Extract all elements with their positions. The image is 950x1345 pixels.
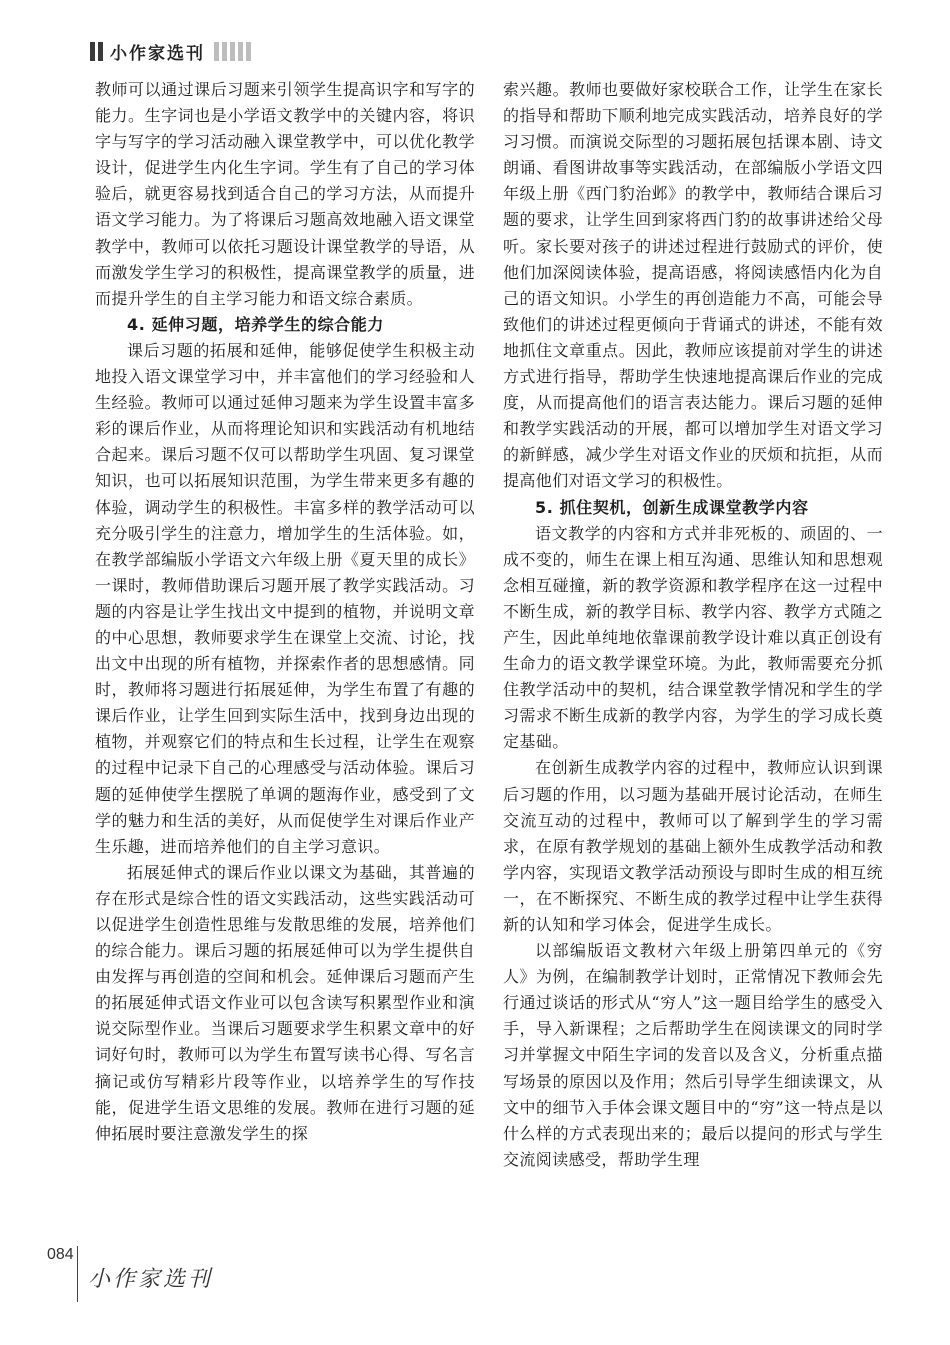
body-paragraph: 索兴趣。教师也要做好家校联合工作，让学生在家长的指导和帮助下顺利地完成实践活动，培养良好的学习习惯。而演说交际型的习题拓展包括课本剧、诗文朗诵、看图讲故事等实践活动，在部编版小学语文四年级上册《西门豹治邺》的教学中，教师结合课后习题的要求，让学生回到家将西门豹的故事讲述给父母听。家长要对孩子的讲述过程进行鼓励式的评价，使他们加深阅读体验，提高语感，将阅读感悟内化为自己的语文知识。小学生的再创造能力不高，可能会导致他们的讲述过程更倾向于背诵式的讲述，不能有效地抓住文章重点。因此，教师应该提前对学生的讲述方式进行指导，帮助学生快速地提高课后作业的完成度，从而提高他们的语言表达能力。课后习题的延伸和教学实践活动的开展，都可以增加学生对语文学习的新鲜感，减少学生对语文作业的厌烦和抗拒，从而提高他们对语文学习的积极性。 bbox=[503, 80, 883, 491]
body-paragraph: 以部编版语文教材六年级上册第四单元的《穷人》为例，在编制教学计划时，正常情况下教师会先行通过谈话的形式从“穷人”这一题目给学生的感受入手，导入新课程；之后帮助学生在阅读课文的同时学习并掌握文中陌生字词的发音以及含义，分析重点描写场景的原因以及作用；然后引导学生细读课文，从文中的细节入手体会课文题目中的“穷”这一特点是以什么样的方式表现出来的；最后以提问的形式与学生交流阅读感受，帮助学生理 bbox=[503, 941, 883, 1169]
page-number: 084 bbox=[47, 1246, 74, 1263]
section-heading: 4. 延伸习题，培养学生的综合能力 bbox=[127, 314, 384, 334]
header-dark-bars bbox=[90, 42, 103, 61]
body-paragraph: 课后习题的拓展和延伸，能够促使学生积极主动地投入语文课堂学习中，并丰富他们的学习经验和人生经验。教师可以通过延伸习题来为学生设置丰富多彩的课后作业，从而将理论知识和实践活动有机地结合起来。课后习题不仅可以帮助学生巩固、复习课堂知识，也可以拓展知识范围，为学生带来更多有趣的体验，调动学生的积极性。丰富多样的教学活动可以充分吸引学生的注意力，增加学生的生活体验。如，在教学部编版小学语文六年级上册《夏天里的成长》一课时，教师借助课后习题开展了教学实践活动。习题的内容是让学生找出文中提到的植物，并说明文章的中心思想，教师要求学生在课堂上交流、讨论，找出文中出现的所有植物，并探索作者的思想感情。同时，教师将习题进行拓展延伸，为学生布置了有趣的课后作业，让学生回到实际生活中，找到身边出现的植物，并观察它们的特点和生长过程，让学生在观察的过程中记录下自己的心理感受与活动体验。课后习题的延伸使学生摆脱了单调的题海作业，感受到了文学的魅力和生活的美好，从而促使学生对课后作业产生乐趣，进而培养他们的自主学习意识。 bbox=[95, 340, 475, 856]
right-column bbox=[503, 77, 883, 1173]
footer-divider bbox=[77, 1246, 78, 1302]
journal-title: 小作家选刊 bbox=[110, 43, 205, 64]
body-paragraph: 语文教学的内容和方式并非死板的、顽固的、一成不变的，师生在课上相互沟通、思维认知和思想观念相互碰撞，新的教学资源和教学程序在这一过程中不断生成，新的教学目标、教学内容、教学方式随之产生，因此单纯地依靠课前教学设计难以真正创设有生命力的语文教学课堂环境。为此，教师需要充分抓住教学活动中的契机，结合课堂教学情况和学生的学习需求不断生成新的教学内容，为学生的学习成长奠定基础。 bbox=[503, 523, 883, 752]
body-paragraph: 在创新生成教学内容的过程中，教师应认识到课后习题的作用，以习题为基础开展讨论活动，在师生交流互动的过程中，教师可以了解到学生的学习需求，在原有教学规划的基础上额外生成教学活动和教学内容，实现语文教学活动预设与即时生成的相互统一，在不断探究、不断生成的教学过程中让学生获得新的认知和学习体会，促进学生成长。 bbox=[503, 758, 883, 934]
section-heading: 5. 抓住契机，创新生成课堂教学内容 bbox=[535, 497, 809, 517]
left-column bbox=[95, 77, 475, 1147]
body-paragraph: 教师可以通过课后习题来引领学生提高识字和写字的能力。生字词也是小学语文教学中的关键内容，将识字与写字的学习活动融入课堂教学中，可以优化教学设计，促进学生内化生字词。学生有了自己的学习体验后，就更容易找到适合自己的学习方法，从而提升语文学习能力。为了将课后习题高效地融入语文课堂教学中，教师可以依托习题设计课堂教学的导语，从而激发学生学习的积极性，提高课堂教学的质量，进而提升学生的自主学习能力和语文综合素质。 bbox=[95, 80, 475, 308]
footer-brand-logo: 小作家选刊 bbox=[88, 1267, 214, 1292]
body-paragraph: 拓展延伸式的课后作业以课文为基础，其普遍的存在形式是综合性的语文实践活动，这些实践活动可以促进学生创造性思维与发散思维的发展，培养他们的综合能力。课后习题的拓展延伸可以为学生提供自由发挥与再创造的空间和机会。延伸课后习题而产生的拓展延伸式语文作业可以包含读写积累型作业和演说交际型作业。当课后习题要求学生积累文章中的好词好句时，教师可以为学生布置写读书心得、写名言摘记或仿写精彩片段等作业，以培养学生的写作技能，促进学生语文思维的发展。教师在进行习题的延伸拓展时要注意激发学生的探 bbox=[95, 862, 475, 1143]
running-header bbox=[90, 38, 258, 64]
header-light-bars bbox=[214, 42, 251, 61]
